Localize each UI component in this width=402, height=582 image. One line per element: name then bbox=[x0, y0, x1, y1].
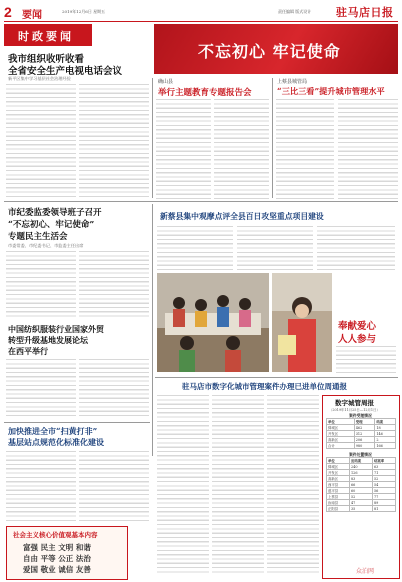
stats-period: （2019年11月25日—12月1日） bbox=[329, 408, 380, 412]
vertical-rule bbox=[152, 78, 153, 198]
article2-title: 举行主题教育专题报告会 bbox=[158, 88, 252, 98]
stats-table-accepted bbox=[326, 418, 396, 449]
article4-body-col2 bbox=[79, 251, 149, 319]
stats-row bbox=[327, 443, 396, 449]
table-cell: 89 bbox=[373, 500, 396, 506]
table-cell: 上蔡县 bbox=[327, 494, 350, 500]
page-number: 2 bbox=[4, 4, 12, 20]
article3-body bbox=[276, 99, 334, 199]
table-cell: 47 bbox=[350, 500, 373, 506]
table-cell: 166 bbox=[375, 443, 396, 449]
table-cell: 63 bbox=[373, 464, 396, 470]
article8-title: 驻马店市数字化城市管理案件办理已进单位周通报 bbox=[182, 382, 347, 391]
article4-subtitle: 市委常委、市纪委书记、市监委主任出席 bbox=[8, 243, 84, 248]
table-cell: 126 bbox=[350, 470, 373, 476]
table-cell: 206 bbox=[354, 437, 375, 443]
theme-banner bbox=[154, 24, 398, 74]
banner-label: 时政要闻 bbox=[18, 30, 74, 43]
article5-photo-children bbox=[157, 273, 269, 372]
table-cell: 52 bbox=[350, 494, 373, 500]
table-cell: 正阳县 bbox=[327, 506, 350, 512]
article8-body-col2 bbox=[212, 395, 264, 575]
table-cell: 18 bbox=[375, 425, 396, 431]
vertical-rule-2 bbox=[272, 78, 273, 198]
stats-title: 数字城管周报 bbox=[335, 399, 374, 407]
article5-title: 新蔡县集中观摩点评全县百日攻坚重点项目建设 bbox=[160, 212, 324, 221]
stats-table1-title: 案件受理情况 bbox=[349, 413, 372, 418]
core-values-row3: 爱国 敬业 诚信 友善 bbox=[23, 565, 91, 574]
article1-body-col2 bbox=[79, 84, 149, 198]
article7-title-line2: 转型升级基地发展论坛 bbox=[8, 335, 88, 345]
article6-body bbox=[336, 346, 396, 374]
table-cell: 应结案 bbox=[350, 458, 373, 464]
article8-body-col3 bbox=[267, 395, 319, 575]
stats-table-resolved bbox=[326, 457, 396, 512]
article5-body bbox=[157, 226, 233, 270]
horizontal-rule-1 bbox=[4, 201, 398, 202]
table-cell: 高新区 bbox=[327, 476, 350, 482]
table-cell: 83 bbox=[350, 476, 373, 482]
article9-body-col2 bbox=[79, 451, 149, 521]
core-values-title: 社会主义核心价值观基本内容 bbox=[13, 531, 98, 539]
article9-title-line2: 基层站点规范化标准化建设 bbox=[8, 437, 104, 447]
article1-title-line1: 我市组织收听收看 bbox=[8, 54, 85, 65]
article5-body-col2 bbox=[237, 226, 313, 270]
table-cell: 结案 bbox=[375, 419, 396, 425]
watermark-text: 众泊网 bbox=[356, 568, 375, 575]
article7-body bbox=[6, 359, 76, 419]
table-cell: 合计 bbox=[327, 443, 355, 449]
header-editor: 责任编辑 版式设计 bbox=[278, 9, 312, 14]
article6-title-line2: 人人参与 bbox=[338, 334, 377, 345]
article6-title-line1: 奉献爱心 bbox=[338, 321, 377, 332]
article3-body-col2 bbox=[338, 99, 398, 199]
article7-body-col2 bbox=[79, 359, 149, 419]
table-cell: 60 bbox=[350, 488, 373, 494]
section-name: 要闻 bbox=[22, 10, 42, 21]
table-cell: 高新区 bbox=[327, 437, 355, 443]
page-header bbox=[0, 4, 402, 20]
article5-photo-volunteer bbox=[272, 273, 332, 372]
newspaper-brand: 驻马店日报 bbox=[336, 6, 394, 19]
article3-kicker: 上蔡县城管局 bbox=[277, 79, 308, 85]
table-cell: 结案率 bbox=[373, 458, 396, 464]
table-cell: 35 bbox=[350, 506, 373, 512]
vertical-rule-3 bbox=[152, 204, 153, 456]
article7-title-line3: 在西平举行 bbox=[8, 346, 48, 356]
table-cell: 开发区 bbox=[327, 431, 355, 437]
header-date: 2019年12月6日 星期五 bbox=[62, 9, 106, 14]
article2-body bbox=[156, 99, 211, 199]
article2-body-col2 bbox=[214, 99, 269, 199]
table-cell: 受理 bbox=[354, 419, 375, 425]
table-cell: 980 bbox=[354, 443, 375, 449]
table-cell: 单位 bbox=[327, 458, 350, 464]
table-cell: 54 bbox=[373, 482, 396, 488]
article4-body bbox=[6, 251, 76, 319]
table-cell: 52 bbox=[373, 476, 396, 482]
article4-title-line2: “不忘初心、牢记使命” bbox=[8, 220, 95, 230]
table-cell: 146 bbox=[375, 431, 396, 437]
article9-title-line1: 加快推进全市“扫黄打非” bbox=[8, 426, 98, 436]
table-cell: 开发区 bbox=[327, 470, 350, 476]
article8-body bbox=[157, 395, 209, 575]
table-cell: 71 bbox=[373, 470, 396, 476]
article1-body bbox=[6, 84, 76, 198]
horizontal-rule-2 bbox=[155, 377, 398, 378]
core-values-row2: 自由 平等 公正 法治 bbox=[23, 554, 91, 563]
horizontal-rule-3 bbox=[4, 422, 150, 423]
section-banner bbox=[4, 24, 92, 46]
table-cell: 77 bbox=[373, 494, 396, 500]
stats-box bbox=[322, 395, 400, 579]
table-cell: 驿城区 bbox=[327, 464, 350, 470]
article4-title-line3: 专题民主生活会 bbox=[8, 232, 68, 242]
table-cell: 240 bbox=[350, 464, 373, 470]
article1-subtitle: 新平区集中学习基层社会治理经验 bbox=[8, 76, 71, 81]
table-cell: 66 bbox=[350, 482, 373, 488]
theme-slogan: 不忘初心 牢记使命 bbox=[198, 42, 341, 61]
article9-body bbox=[6, 451, 76, 521]
table-cell: 56 bbox=[373, 488, 396, 494]
table-cell: 81 bbox=[373, 506, 396, 512]
table-cell: 2 bbox=[375, 437, 396, 443]
table-cell: 西平县 bbox=[327, 482, 350, 488]
table-cell: 462 bbox=[354, 425, 375, 431]
core-values-row1: 富强 民主 文明 和谐 bbox=[23, 543, 91, 552]
table-cell: 汝南县 bbox=[327, 500, 350, 506]
article2-kicker: 确山县 bbox=[158, 79, 174, 85]
article3-title: “三比三看”提升城市管理水平 bbox=[277, 86, 385, 96]
watermark bbox=[356, 566, 374, 575]
core-values-box bbox=[6, 526, 128, 580]
stats-table2-title: 案件处置情况 bbox=[349, 452, 372, 457]
table-cell: 312 bbox=[354, 431, 375, 437]
article4-title-line1: 市纪委监委领导班子召开 bbox=[8, 208, 102, 218]
article7-title-line1: 中国纺织服装行业国家外贸 bbox=[8, 324, 104, 334]
table-cell: 驿城区 bbox=[327, 425, 355, 431]
stats-row bbox=[327, 506, 396, 512]
article1-title-line2: 全省安全生产电视电话会议 bbox=[8, 66, 123, 77]
table-cell: 单位 bbox=[327, 419, 355, 425]
article5-body-col3 bbox=[317, 226, 395, 270]
table-cell: 遂平县 bbox=[327, 488, 350, 494]
header-rule bbox=[4, 21, 398, 22]
